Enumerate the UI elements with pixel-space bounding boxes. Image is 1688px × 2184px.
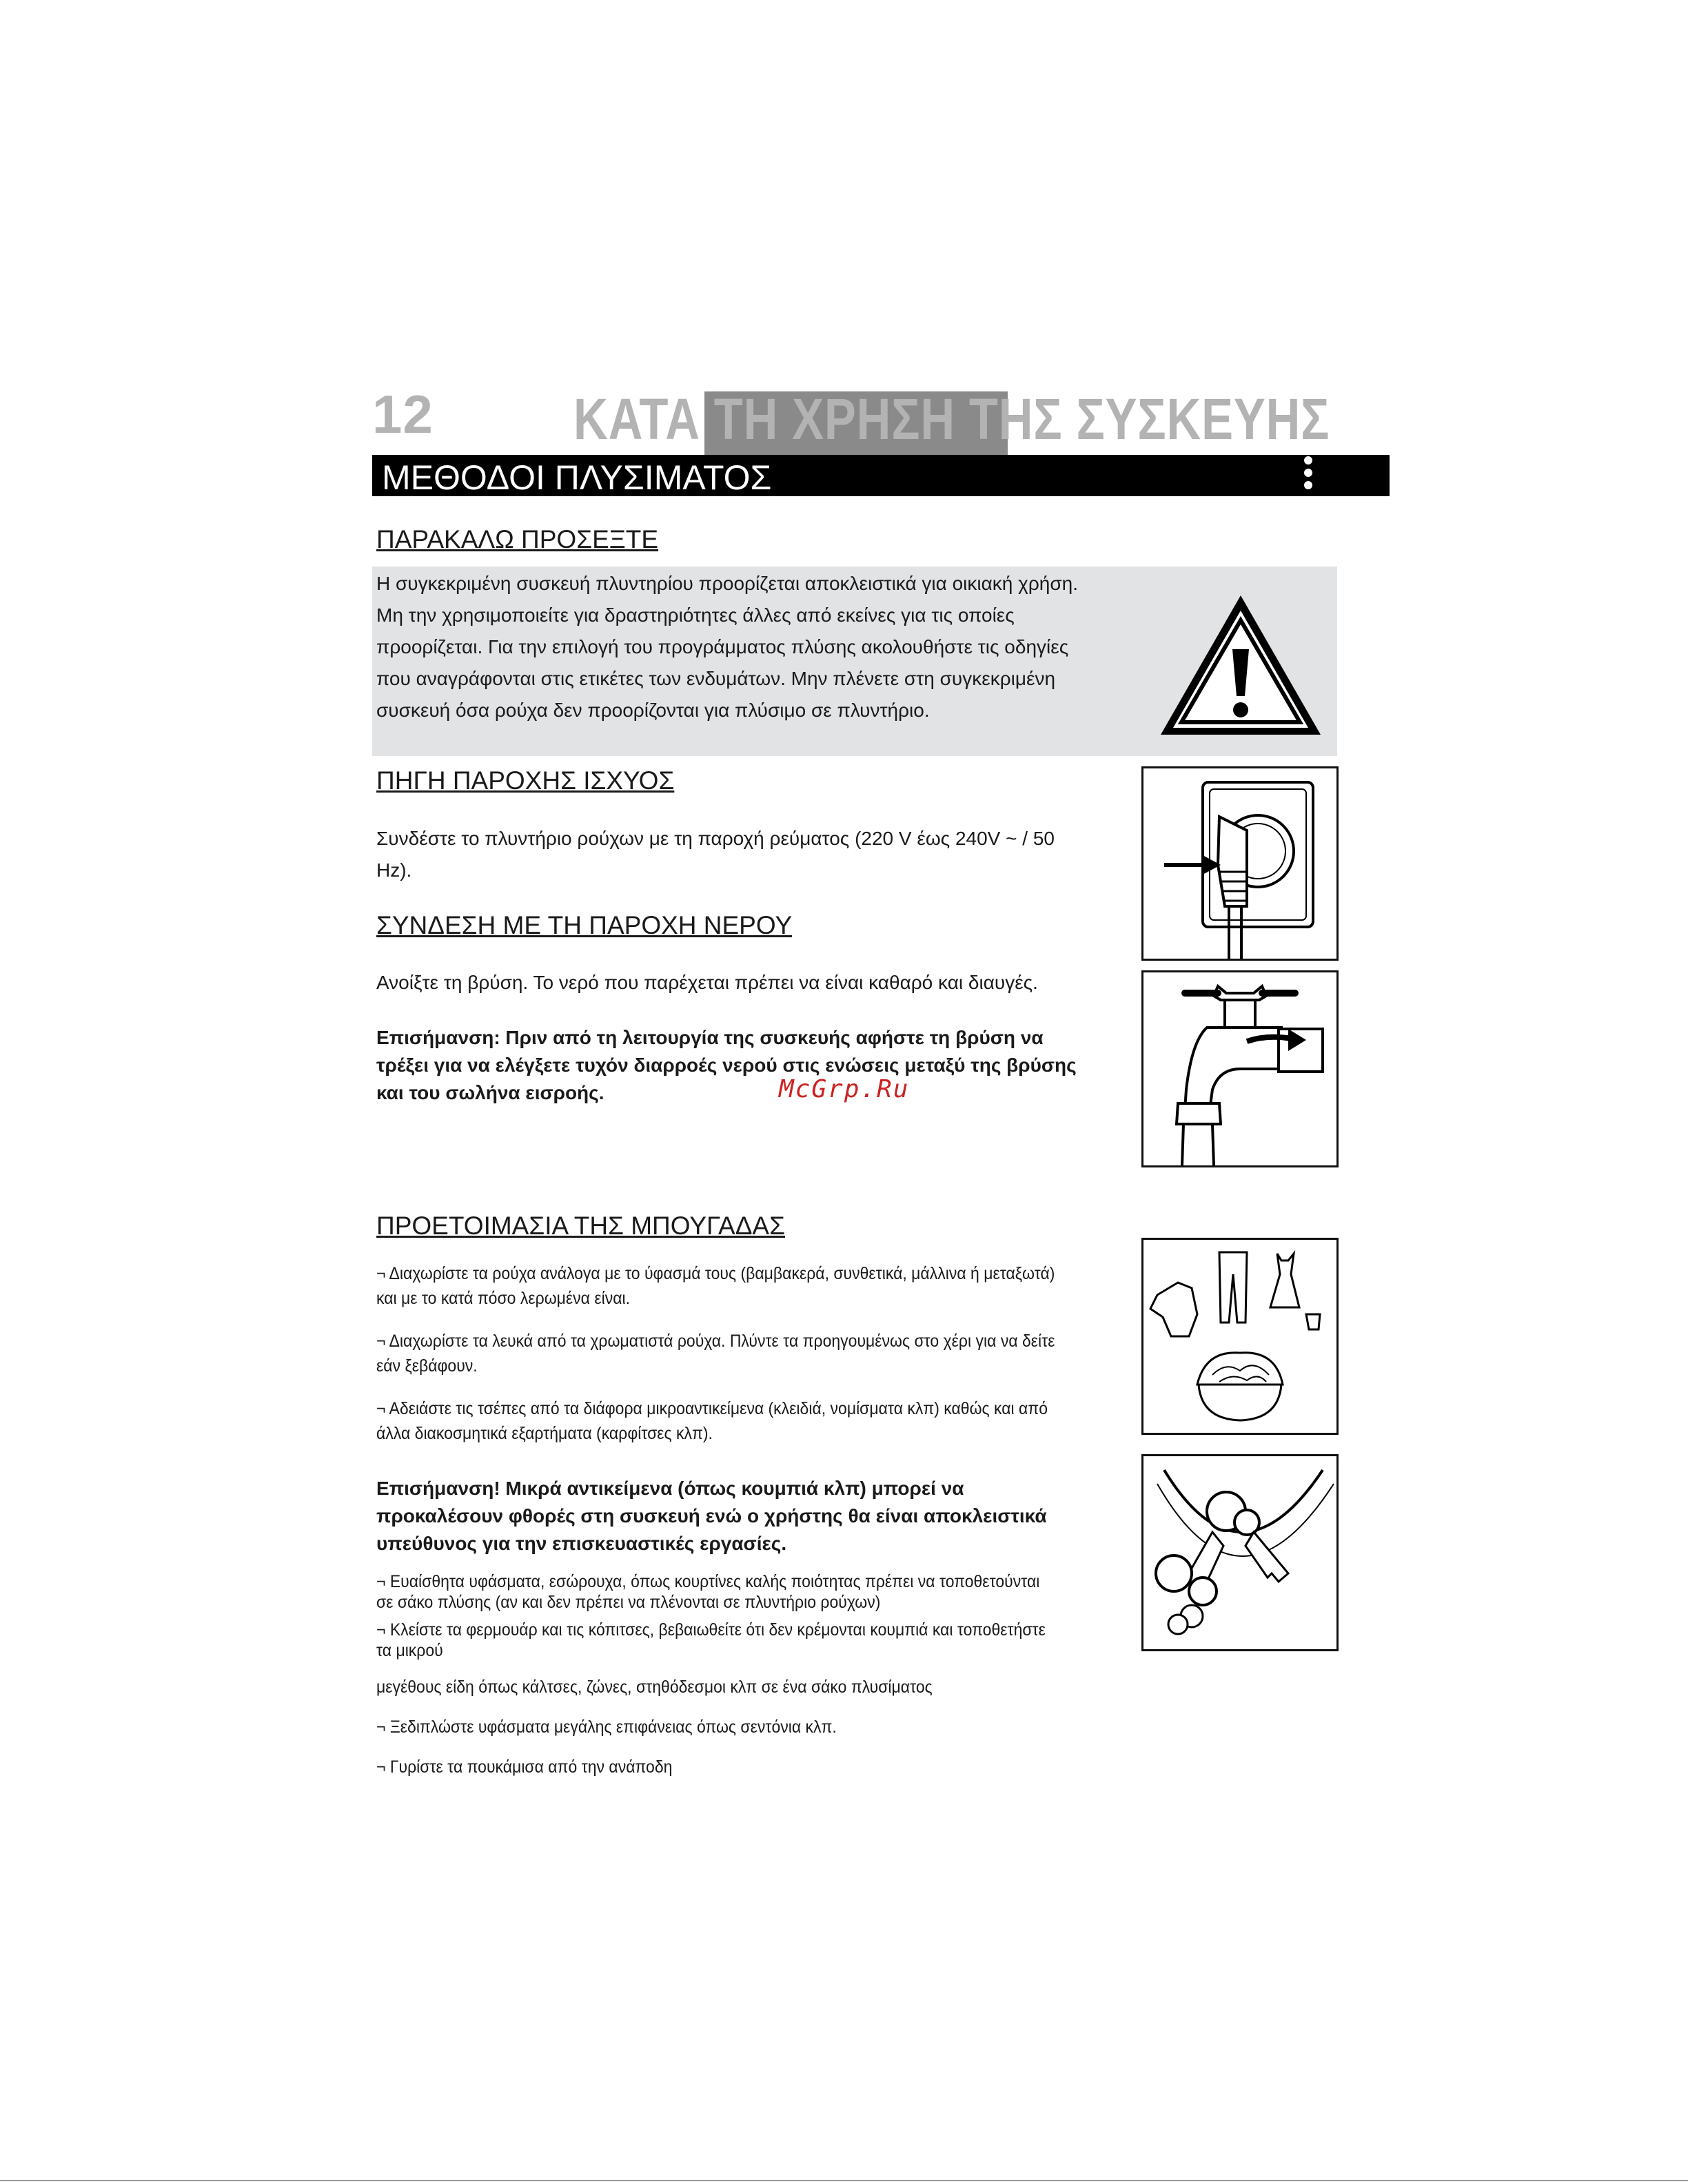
attention-line: προορίζεται. Για την επιλογή του προγράμματος πλύσης ακολουθήστε τις οδηγίες [376, 636, 1069, 657]
laundry-bullet: ¬ Διαχωρίστε τα ρούχα ανάλογα με το ύφασμά τους (βαμβακερά, συνθετικά, μάλλινα ή μεταξωτά) και με το κατά πόσο λερωμένα είναι. [376, 1264, 1055, 1308]
laundry-note-line: Επισήμανση! Μικρά αντικείμενα (όπως κουμπιά κλπ) μπορεί να [376, 1478, 964, 1499]
laundry-bullets-2 [376, 1571, 1148, 1779]
attention-line: Μη την χρησιμοποιείτε για δραστηριότητες άλλες από εκείνες για τις οποίες [376, 604, 1015, 626]
water-text: Ανοίξτε τη βρύση. Το νερό που παρέχεται πρέπει να είναι καθαρό και διαυγές. [376, 972, 1038, 993]
warning-triangle-icon [1158, 593, 1323, 737]
laundry-clothes-icon [1141, 1238, 1339, 1435]
laundry-bullet: ¬ Γυρίστε τα πουκάμισα από την ανάποδη [376, 1757, 673, 1777]
attention-line: συσκευή όσα ρούχα δεν προορίζονται για πλύσιμο σε πλυντήριο. [376, 700, 930, 721]
laundry-note [376, 1475, 1148, 1558]
laundry-bullet: ¬ Διαχωρίστε τα λευκά από τα χρωματιστά ρούχα. Πλύντε τα προηγουμένως στο χέρι για να δείτε εάν ξεβάφουν. [376, 1331, 1055, 1376]
laundry-bullet: ¬ Ευαίσθητα υφάσματα, εσώρουχα, όπως κουρτίνες καλής ποιότητας πρέπει να τοποθετούνται σε σάκο πλύσης (αν και δεν πρέπει να πλένονται σε πλυντήριο ρούχων) [376, 1572, 1040, 1612]
laundry-bullet: μεγέθους είδη όπως κάλτσες, ζώνες, στηθόδεσμοι κλπ σε ένα σάκο πλυσίματος [376, 1677, 933, 1697]
page-bottom-border [0, 2180, 1688, 2181]
attention-text [376, 568, 1169, 726]
page-number: 12 [372, 384, 434, 445]
power-line: Συνδέστε το πλυντήριο ρούχων με τη παροχή ρεύματος (220 V έως 240V ~ / 50 [376, 828, 1055, 849]
power-plug-icon [1141, 766, 1339, 961]
power-heading: ΠΗΓΗ ΠΑΡΟΧΗΣ ΙΣΧΥΟΣ [376, 766, 675, 795]
chapter-title: ΚΑΤΑ ΤΗ ΧΡΗΣΗ ΤΗΣ ΣΥΣΚΕΥΗΣ [573, 387, 1330, 451]
attention-line: που αναγράφονται στις ετικέτες των ενδυμάτων. Μην πλένετε στη συγκεκριμένη [376, 668, 1056, 689]
power-text [376, 823, 1141, 886]
power-line: Hz). [376, 859, 412, 881]
section-dots [1304, 455, 1314, 496]
water-note-line: Επισήμανση: Πριν από τη λειτουργία της συσκευής αφήστε τη βρύση να [376, 1027, 1044, 1048]
section-bar [372, 455, 1390, 496]
attention-heading: ΠΑΡΑΚΑΛΩ ΠΡΟΣΕΞΤΕ [376, 525, 659, 553]
water-tap-icon [1141, 970, 1339, 1167]
laundry-bullets [376, 1261, 1141, 1446]
watermark: McGrp.Ru [779, 1075, 910, 1103]
laundry-note-line: προκαλέσουν φθορές στη συσκευή ενώ ο χρήστης θα είναι αποκλειστικά [376, 1505, 1047, 1527]
laundry-note-line: υπεύθυνος για την επισκευαστικές εργασίες. [376, 1533, 787, 1554]
laundry-bullet: ¬ Ξεδιπλώστε υφάσματα μεγάλης επιφάνειας όπως σεντόνια κλπ. [376, 1717, 837, 1737]
laundry-bullet: ¬ Αδειάστε τις τσέπες από τα διάφορα μικροαντικείμενα (κλειδιά, νομίσματα κλπ) καθώς και από άλλα διακοσμητικά εξαρτήματα (καρφίτσες κλπ). [376, 1399, 1048, 1443]
section-title: ΜΕΘΟΔΟΙ ΠΛΥΣΙΜΑΤΟΣ [382, 458, 772, 497]
attention-line: Η συγκεκριμένη συσκευή πλυντηρίου προορίζεται αποκλειστικά για οικιακή χρήση. [376, 573, 1078, 594]
laundry-bullet: ¬ Κλείστε τα φερμουάρ και τις κόπιτσες, βεβαιωθείτε ότι δεν κρέμονται κουμπιά και τοποθετήστε τα μικρού [376, 1620, 1046, 1660]
laundry-heading: ΠΡΟΕΤΟΙΜΑΣΙΑ ΤΗΣ ΜΠΟΥΓΑΔΑΣ [376, 1212, 785, 1240]
water-note [376, 1024, 1148, 1107]
water-note-line: τρέξει για να ελέγξετε τυχόν διαρροές νερού στις ενώσεις μεταξύ της βρύσης [376, 1054, 1077, 1076]
water-note-line: και του σωλήνα εισροής. [376, 1082, 604, 1103]
water-heading: ΣΥΝΔΕΣΗ ΜΕ ΤΗ ΠΑΡΟΧΗ ΝΕΡΟΥ [376, 911, 793, 939]
keys-coins-icon [1141, 1454, 1339, 1651]
